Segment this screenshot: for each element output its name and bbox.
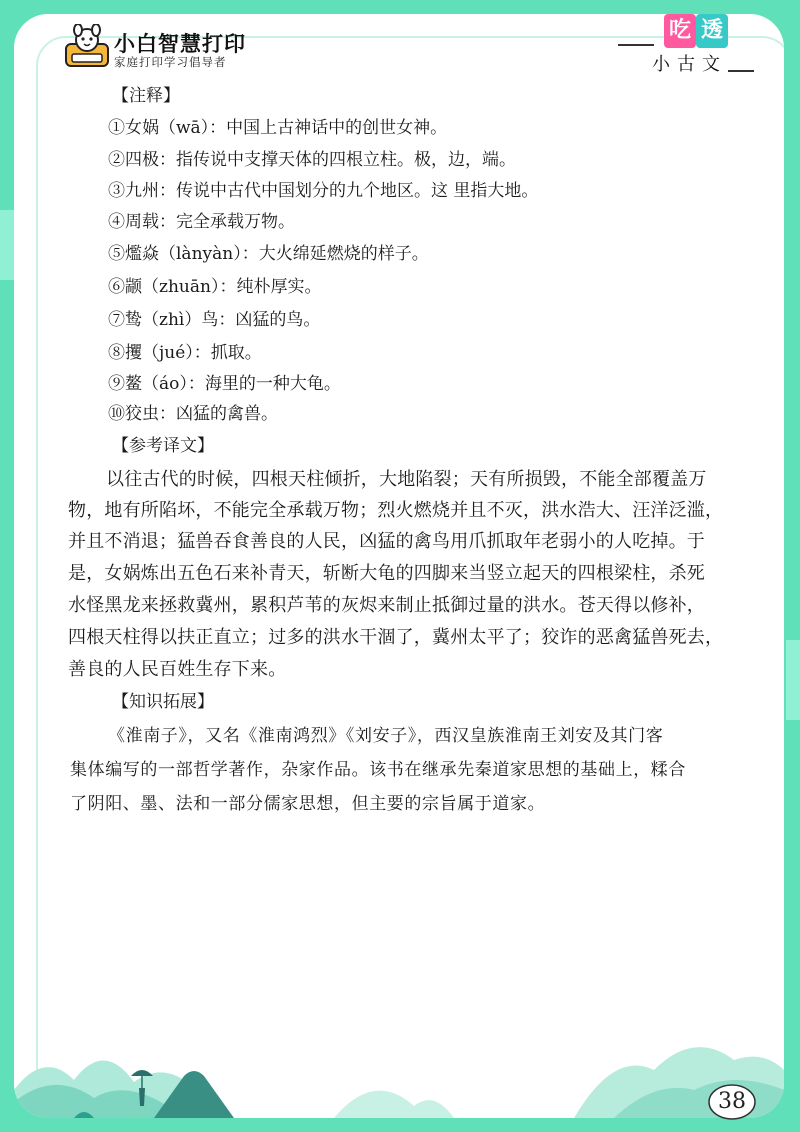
translation-line: 以往古代的时候，四根天柱倾折，大地陷裂；天有所损毁，不能全部覆盖万 xyxy=(106,469,707,490)
translation-line: 物，地有所陷坏，不能完全承载万物；烈火燃烧并且不灭，洪水浩大、汪洋泛滥， xyxy=(68,500,724,521)
frame-stripe xyxy=(0,210,14,280)
series-badge-char-2: 透 xyxy=(696,14,728,48)
note-item: ④周载：完全承载万物。 xyxy=(108,212,295,232)
note-item: ⑤爁焱（lànyàn）：大火绵延燃烧的样子。 xyxy=(108,244,429,264)
extension-line: 了阴阳、墨、法和一部分儒家思想，但主要的宗旨属于道家。 xyxy=(70,794,546,814)
brand-subtitle: 家庭打印学习倡导者 xyxy=(114,55,227,69)
translation-line: 四根天柱得以扶正直立；过多的洪水干涸了，冀州太平了；狡诈的恶禽猛兽死去， xyxy=(68,627,724,648)
translation-line: 善良的人民百姓生存下来。 xyxy=(68,659,287,680)
notes-heading: 【注释】 xyxy=(112,86,180,106)
extension-heading: 【知识拓展】 xyxy=(112,692,214,712)
translation-line: 是，女娲炼出五色石来补青天，斩断大龟的四脚来当竖立起天的四根梁柱，杀死 xyxy=(68,563,705,584)
decorative-line xyxy=(728,70,754,72)
note-item: ③九州：传说中古代中国划分的九个地区。这 里指大地。 xyxy=(108,181,539,201)
translation-line: 水怪黑龙来拯救冀州，累积芦苇的灰烬来制止抵御过量的洪水。苍天得以修补， xyxy=(68,595,705,616)
note-item: ①女娲（wā）：中国上古神话中的创世女神。 xyxy=(108,118,448,138)
brand-title: 小白智慧打印 xyxy=(114,32,246,56)
note-item: ②四极：指传说中支撑天体的四根立柱。极，边，端。 xyxy=(108,150,516,170)
page-number: 38 xyxy=(718,1089,746,1114)
series-badge-char-1: 吃 xyxy=(664,14,696,48)
note-item: ⑧攫（jué）：抓取。 xyxy=(108,343,262,363)
translation-heading: 【参考译文】 xyxy=(112,436,214,456)
extension-line: 《淮南子》，又名《淮南鸿烈》《刘安子》，西汉皇族淮南王刘安及其门客 xyxy=(108,726,664,746)
series-name: 小古文 xyxy=(652,54,727,75)
decorative-line xyxy=(618,44,654,46)
brand-logo-icon xyxy=(62,24,112,70)
frame-stripe xyxy=(786,640,800,720)
translation-line: 并且不消退；猛兽吞食善良的人民，凶猛的禽鸟用爪抓取年老弱小的人吃掉。于 xyxy=(68,531,705,552)
note-item: ⑨鳌（áo）：海里的一种大龟。 xyxy=(108,374,341,394)
umbrella-figure-icon xyxy=(130,1066,154,1112)
page-number-badge xyxy=(706,1082,758,1122)
extension-line: 集体编写的一部哲学著作，杂家作品。该书在继承先秦道家思想的基础上，糅合 xyxy=(70,760,686,780)
note-item: ⑦鸷（zhì）鸟：凶猛的鸟。 xyxy=(108,310,321,330)
note-item: ⑩狡虫：凶猛的禽兽。 xyxy=(108,404,278,424)
note-item: ⑥颛（zhuān）：纯朴厚实。 xyxy=(108,277,322,297)
